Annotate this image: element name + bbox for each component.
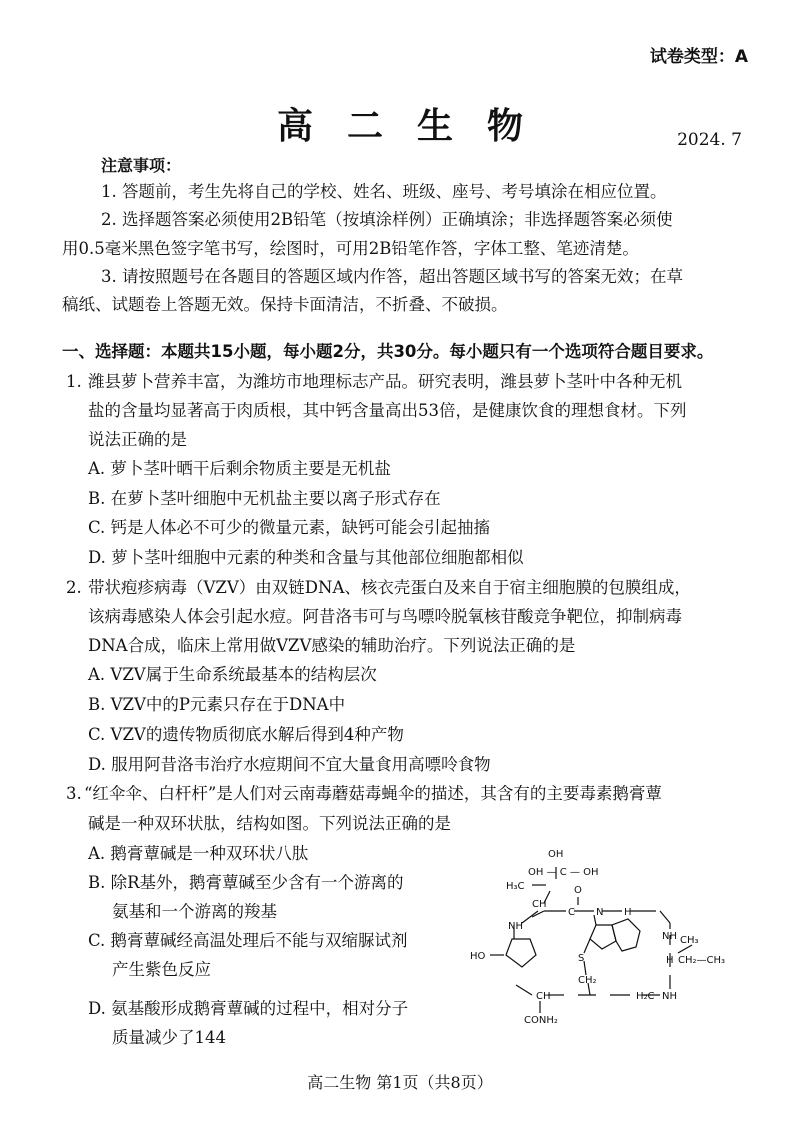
question-number: 2.	[66, 578, 82, 597]
option-b-continued: 氨基和一个游离的羧基	[112, 902, 277, 921]
option-b: B. 除R基外，鹅膏蕈碱至少含有一个游离的	[88, 873, 404, 892]
amanitin-structure-diagram	[470, 845, 726, 1026]
structure-label-h2c: H₂C	[636, 991, 655, 1002]
notice-line-3: 用0.5毫米黑色签字笔书写，绘图时，可用2B铅笔作答，字体工整、笔迹清楚。	[62, 239, 639, 258]
question-stem-line: 带状疱疹病毒（VZV）由双链DNA、核衣壳蛋白及来自于宿主细胞膜的包膜组成，	[88, 578, 691, 597]
structure-label-h-right: H	[666, 955, 674, 966]
notice-line-1: 1. 答题前，考生先将自己的学校、姓名、班级、座号、考号填涂在相应位置。	[101, 182, 667, 201]
structure-label-nh-bottom: NH	[662, 991, 677, 1002]
page-footer: 高二生物 第1页（共8页）	[307, 1073, 493, 1092]
exam-date: 2024. 7	[677, 130, 742, 150]
option-a: A. VZV属于生命系统最基本的结构层次	[88, 665, 377, 684]
structure-label-ch2: CH₂	[578, 975, 597, 986]
structure-label-c: C	[568, 907, 575, 918]
section-heading: 一、选择题：本题共15小题，每小题2分，共30分。每小题只有一个选项符合题目要求。	[62, 342, 714, 361]
page-title: 高二生物	[276, 105, 557, 147]
structure-label-nh-right: NH	[662, 931, 677, 942]
option-c: C. 鹅膏蕈碱经高温处理后不能与双缩脲试剂	[88, 931, 408, 950]
notice-line-2: 2. 选择题答案必须使用2B铅笔（按填涂样例）正确填涂；非选择题答案必须使	[101, 210, 673, 229]
structure-label-h3c: H₃C	[506, 881, 525, 892]
question-stem-line: 碱是一种双环状肽，结构如图。下列说法正确的是	[88, 814, 451, 833]
question-number: 3.	[66, 784, 82, 803]
option-c: C. VZV的遗传物质彻底水解后得到4种产物	[88, 725, 404, 744]
option-c: C. 钙是人体必不可少的微量元素，缺钙可能会引起抽搐	[88, 518, 491, 537]
structure-label-oh: OH	[548, 849, 564, 860]
option-b: B. VZV中的P元素只存在于DNA中	[88, 695, 346, 714]
question-stem-line: 说法正确的是	[88, 430, 187, 449]
structure-label-ho: HO	[470, 951, 486, 962]
notice-line-4: 3. 请按照题号在各题目的答题区域内作答，超出答题区域书写的答案无效；在草	[101, 267, 683, 286]
option-d: D. 萝卜茎叶细胞中元素的种类和含量与其他部位细胞都相似	[88, 548, 524, 567]
paper-type-label: 试卷类型：A	[649, 47, 748, 67]
question-number: 1.	[66, 372, 82, 391]
option-a: A. 鹅膏蕈碱是一种双环状八肽	[88, 844, 309, 863]
question-stem-line: 潍县萝卜营养丰富，为潍坊市地理标志产品。研究表明，潍县萝卜茎叶中各种无机	[88, 372, 682, 391]
question-stem-line: 盐的含量均显著高于肉质根，其中钙含量高出53倍，是健康饮食的理想食材。下列	[88, 401, 687, 420]
option-d-continued: 质量减少了144	[112, 1028, 226, 1047]
structure-label-ch-bottom: CH	[536, 991, 551, 1002]
structure-label-h: H	[624, 907, 632, 918]
structure-label-ch3: CH₃	[680, 935, 699, 946]
structure-label-n: N	[596, 907, 604, 918]
option-b: B. 在萝卜茎叶细胞中无机盐主要以离子形式存在	[88, 489, 441, 508]
question-stem-line: “红伞伞、白杆杆”是人们对云南毒蘑菇毒蝇伞的描述，其含有的主要毒素鹅膏蕈	[84, 784, 662, 803]
option-d: D. 服用阿昔洛韦治疗水痘期间不宜大量食用高嘌呤食物	[88, 755, 491, 774]
structure-label-s: S	[578, 953, 585, 964]
option-d: D. 氨基酸形成鹅膏蕈碱的过程中，相对分子	[88, 999, 409, 1018]
structure-label-ch: CH	[532, 899, 547, 910]
structure-label-o: O	[574, 885, 582, 896]
notice-line-5: 稿纸、试题卷上答题无效。保持卡面清洁，不折叠、不破损。	[62, 295, 508, 314]
notice-heading: 注意事项：	[101, 156, 182, 175]
question-stem-line: DNA合成，临床上常用做VZV感染的辅助治疗。下列说法正确的是	[88, 636, 576, 655]
structure-label-nh: NH	[508, 921, 523, 932]
structure-label-ch2-ch3: CH₂—CH₃	[678, 955, 726, 966]
structure-label-oh-chain: OH — C — OH	[528, 867, 599, 878]
question-stem-line: 该病毒感染人体会引起水痘。阿昔洛韦可与鸟嘌呤脱氧核苷酸竞争靶位，抑制病毒	[88, 607, 682, 626]
option-c-continued: 产生紫色反应	[112, 960, 211, 979]
option-a: A. 萝卜茎叶晒干后剩余物质主要是无机盐	[88, 459, 391, 478]
structure-label-conh2: CONH₂	[524, 1015, 558, 1026]
